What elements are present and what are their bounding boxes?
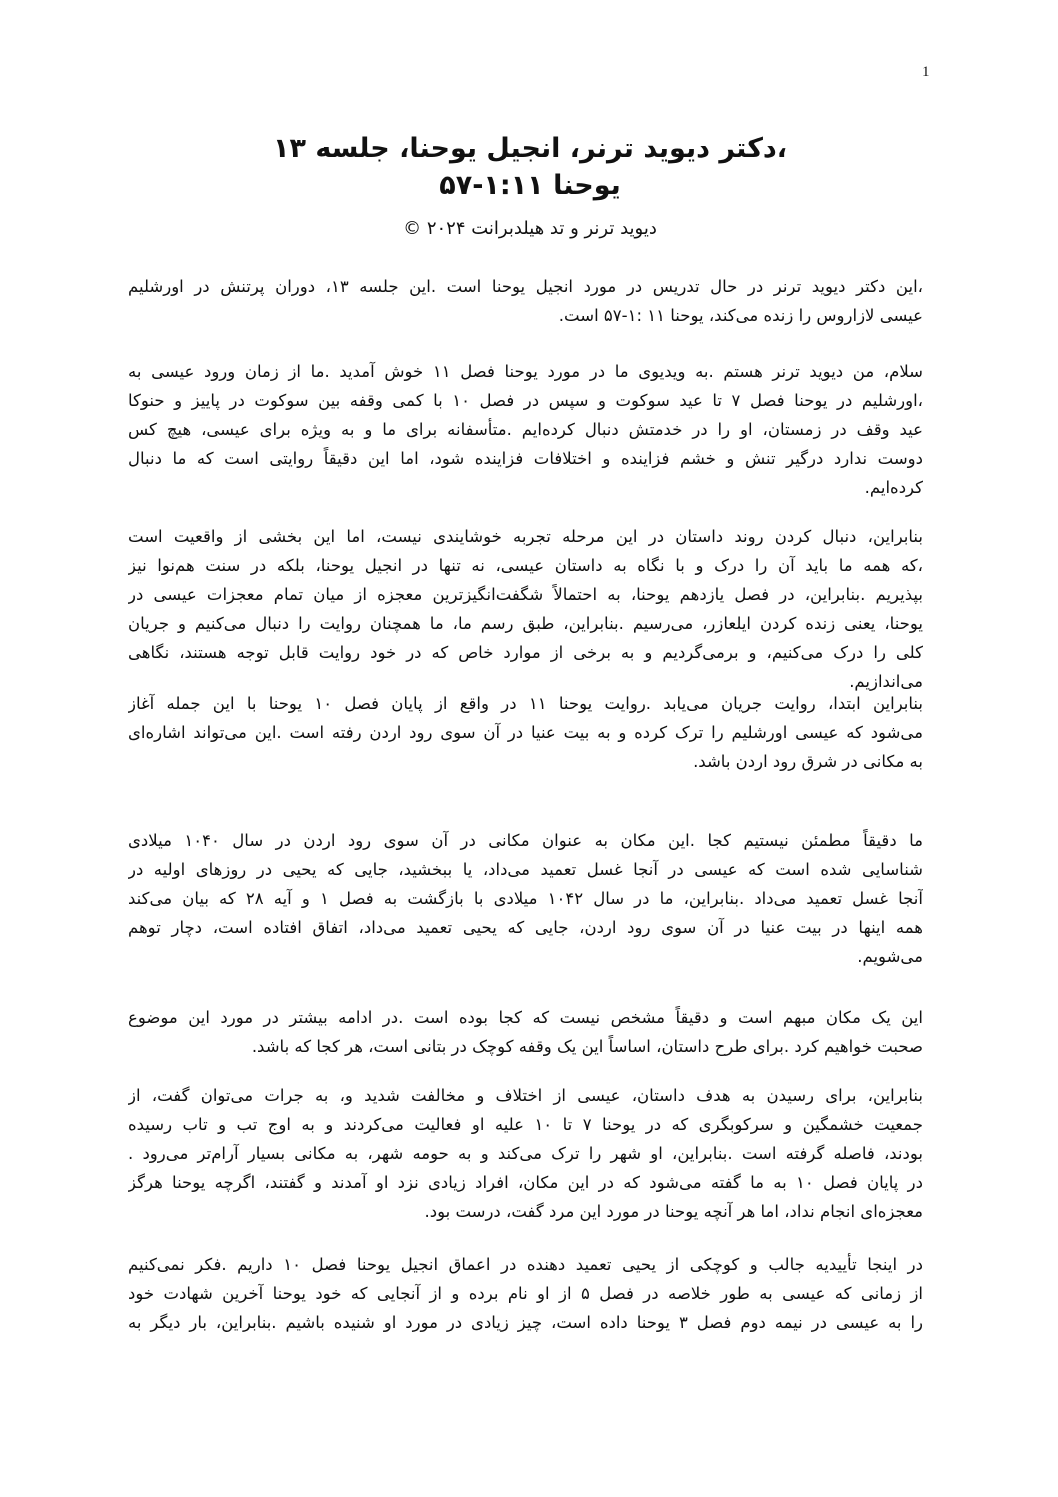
paragraph xyxy=(128,272,923,330)
paragraph-line: معجزه‌ای انجام نداد، اما هر آنچه یوحنا در مورد این مرد گفت، درست بود. xyxy=(424,1202,923,1221)
paragraph-line: سلام، من دیوید ترنر هستم .به ویدیوی ما در مورد یوحنا فصل ۱۱ خوش آمدید .ما از زمان ورود عیسی به xyxy=(128,362,923,381)
paragraph-line: کلی را درک می‌کنیم، و برمی‌گردیم و به برخی از موارد خاص که در خود روایت قابل توجه هستند، نگاهی xyxy=(128,643,923,662)
paragraph-line: به مکانی در شرق رود اردن باشد. xyxy=(693,752,923,771)
paragraph-line: ما دقیقاً مطمئن نیستیم کجا .این مکان به عنوان مکانی در آن سوی رود اردن در سال ۱۰۴۰ میلادی xyxy=(128,831,923,850)
page-number: 1 xyxy=(922,64,930,80)
document-title: ،دکتر دیوید ترنر، انجیل یوحنا، جلسه ۱۳ xyxy=(272,133,788,164)
paragraph-line: بپذیریم .بنابراین، در فصل یازدهم یوحنا، به احتمالاً شگفت‌انگیزترین معجزه از میان تمام معجزات عیسی در xyxy=(128,585,923,604)
paragraph-line: می‌اندازیم. xyxy=(849,672,923,691)
paragraph xyxy=(128,357,923,502)
paragraph-line: بنابراین، برای رسیدن به هدف داستان، عیسی از اختلاف و مخالفت شدید و، به جرات می‌توان گفت، از xyxy=(128,1086,923,1105)
paragraph-line: عیسی لازاروس را زنده می‌کند، یوحنا ۱۱ :۱-۵۷ است. xyxy=(558,306,923,325)
paragraph-line: شناسایی شده است که عیسی در آنجا غسل تعمید می‌داد، یا ببخشید، جایی که یحیی در روزهای اولیه در xyxy=(128,860,923,879)
paragraph-line: از زمانی که عیسی به طور خلاصه در فصل ۵ از او نام برده و از آنجایی که خود یوحنا آخرین شهادت خود xyxy=(128,1284,923,1303)
document-subtitle-reference: یوحنا ۱:۱۱-۵۷ xyxy=(439,170,621,201)
paragraph-line: را به عیسی در نیمه دوم فصل ۳ یوحنا داده است، چیز زیادی در مورد او شنیده باشیم .بنابراین، بار دیگر به xyxy=(128,1313,923,1332)
paragraph-line: ،این دکتر دیوید ترنر در حال تدریس در مورد انجیل یوحنا است .این جلسه ۱۳، دوران پرتنش در اورشلیم xyxy=(128,277,923,296)
paragraph-line: همه اینها در بیت عنیا در آن سوی رود اردن، جایی که یحیی تعمید می‌داد، اتفاق افتاده است، دچار توهم xyxy=(128,918,923,937)
paragraph xyxy=(128,1081,923,1226)
paragraph xyxy=(128,826,923,971)
paragraph-line: آنجا غسل تعمید می‌داد .بنابراین، ما در سال ۱۰۴۲ میلادی با بازگشت به فصل ۱ و آیه ۲۸ که بیان می‌کند xyxy=(128,889,923,908)
paragraph xyxy=(128,522,923,696)
paragraph-line: دوست ندارد درگیر تنش و خشم فزاینده و اختلافات فزاینده شود، اما این دقیقاً روایتی است که ما دنبال xyxy=(128,449,923,468)
paragraph-line: بنابراین ابتدا، روایت جریان می‌یابد .روایت یوحنا ۱۱ در واقع از پایان فصل ۱۰ یوحنا با این جمله آغاز xyxy=(128,694,923,713)
paragraph-line: عید وقف در زمستان، او را در خدمتش دنبال کرده‌ایم .متأسفانه برای ما و به ویژه برای عیسی، هیچ کس xyxy=(128,420,923,439)
paragraph-line: این یک مکان مبهم است و دقیقاً مشخص نیست که کجا بوده است .در ادامه بیشتر در مورد این موضوع xyxy=(128,1008,923,1027)
copyright-line: دیوید ترنر و تد هیلدبرانت ۲۰۲۴ © xyxy=(403,218,657,239)
paragraph-line: می‌شود که عیسی اورشلیم را ترک کرده و به بیت عنیا در آن سوی رود اردن رفته است .این می‌تواند اشاره‌ای xyxy=(128,723,923,742)
paragraph-line: جمعیت خشمگین و سرکوبگری که در یوحنا ۷ تا ۱۰ علیه او فعالیت می‌کردند و به اوج تب و تاب رسیده xyxy=(128,1115,923,1134)
paragraph-line: کرده‌ایم. xyxy=(864,478,923,497)
paragraph-line: می‌شویم. xyxy=(857,947,923,966)
paragraph xyxy=(128,1003,923,1061)
paragraph-line: ،اورشلیم در یوحنا فصل ۷ تا عید سوکوت و سپس در فصل ۱۰ با کمی وقفه بین سوکوت در پاییز و حنوکا xyxy=(128,391,923,410)
paragraph xyxy=(128,1250,923,1337)
paragraph-line: ،که همه ما باید آن را درک و با نگاه به داستان عیسی، نه تنها در انجیل یوحنا، بلکه در سنت هم‌نوا نیز xyxy=(128,556,923,575)
paragraph-line: بنابراین، دنبال کردن روند داستان در این مرحله تجربه خوشایندی نیست، اما این بخشی از واقعیت است xyxy=(128,527,923,546)
paragraph-line: در اینجا تأییدیه جالب و کوچکی از یحیی تعمید دهنده در اعماق انجیل یوحنا فصل ۱۰ داریم .فکر نمی‌کنیم xyxy=(128,1255,923,1274)
paragraph-line: یوحنا، یعنی زنده کردن ایلعازر، می‌رسیم .بنابراین، طبق رسم ما، ما همچنان روایت را دنبال می‌کنیم و جریان xyxy=(128,614,923,633)
paragraph-line: در پایان فصل ۱۰ به ما گفته می‌شود که در این مکان، افراد زیادی نزد او آمدند و گفتند، اگرچه یوحنا هرگز xyxy=(128,1173,923,1192)
paragraph-line: بودند، فاصله گرفته است .بنابراین، او شهر را ترک می‌کند و به حومه شهر، به مکانی بسیار آرام‌تر می‌رود . xyxy=(128,1144,923,1163)
paragraph-line: صحبت خواهیم کرد .برای طرح داستان، اساساً این یک وقفه کوچک در بتانی است، هر کجا که باشد. xyxy=(251,1037,923,1056)
paragraph xyxy=(128,689,923,776)
